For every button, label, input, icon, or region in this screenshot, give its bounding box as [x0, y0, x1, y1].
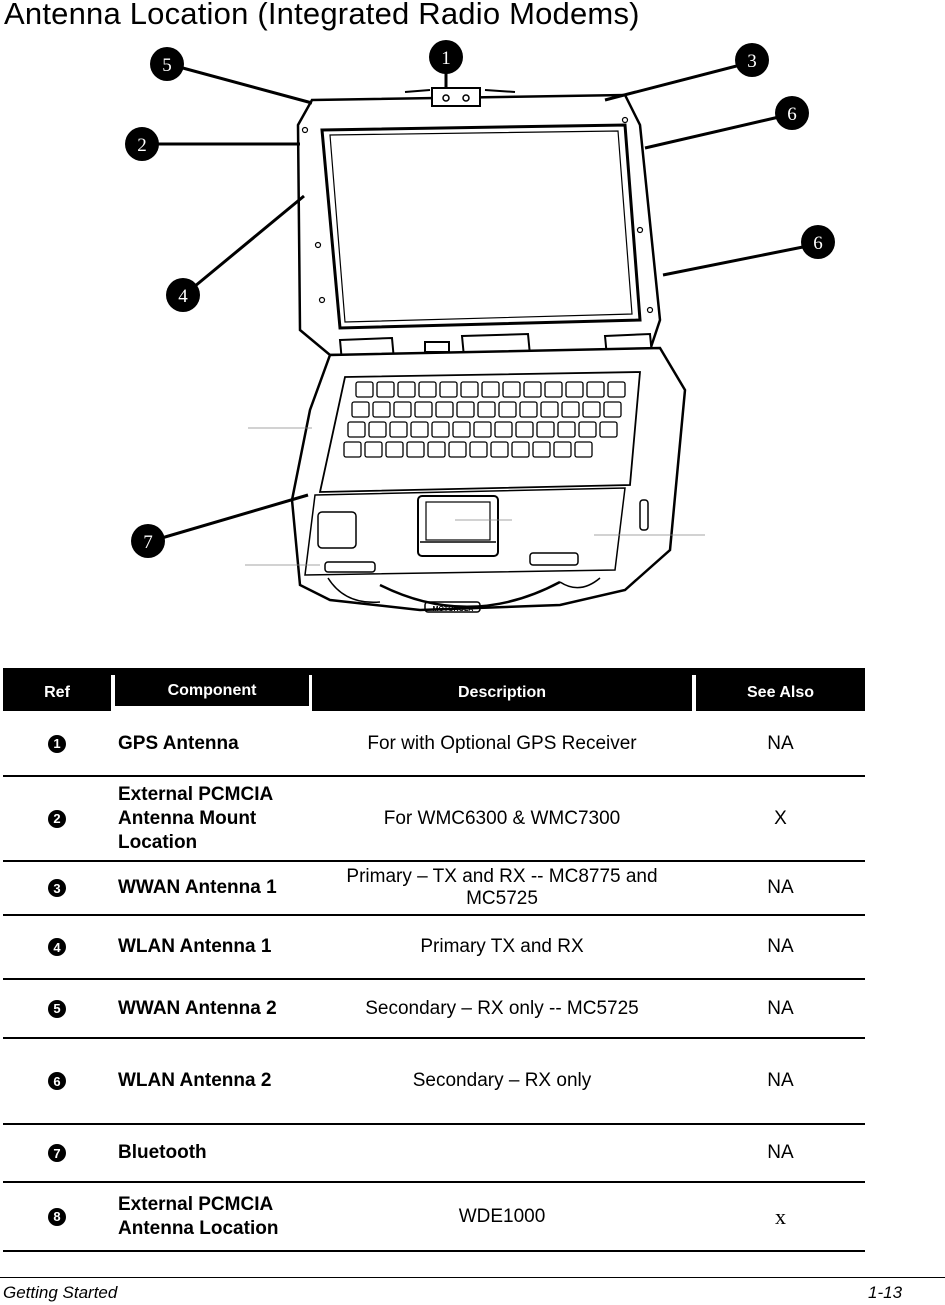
ref-cell	[3, 1125, 111, 1181]
description-cell: Secondary – RX only	[412, 1070, 592, 1091]
callout-2	[125, 127, 159, 161]
keyboard-key	[440, 382, 457, 397]
component-cell: WWAN Antenna 2	[118, 997, 277, 1019]
keyboard-key	[470, 442, 487, 457]
ref-badge: 2	[48, 810, 66, 828]
page-title: Antenna Location (Integrated Radio Modems)	[4, 0, 640, 31]
footer-page-number: 1-13	[868, 1283, 903, 1302]
keyboard-key	[352, 402, 369, 417]
keyboard-key	[554, 442, 571, 457]
brand-label: MOTOROLA	[432, 606, 474, 613]
keyboard-key	[411, 422, 428, 437]
footer-section-title: Getting Started	[3, 1283, 118, 1302]
svg-text:1: 1	[441, 48, 451, 69]
description-cell: For with Optional GPS Receiver	[367, 732, 637, 754]
keyboard-key	[583, 402, 600, 417]
keyboard-key	[428, 442, 445, 457]
keyboard-key	[436, 402, 453, 417]
svg-text:6: 6	[813, 233, 823, 254]
table-row	[3, 916, 865, 980]
keyboard-key	[369, 422, 386, 437]
description-cell: For WMC6300 & WMC7300	[383, 807, 621, 829]
keyboard-key	[348, 422, 365, 437]
callout-1	[429, 40, 463, 74]
component-cell: External PCMCIA Antenna Location	[118, 1193, 279, 1239]
component-cell: Bluetooth	[118, 1142, 207, 1163]
table-row	[3, 862, 865, 916]
table-row	[3, 1039, 865, 1125]
keyboard-key	[449, 442, 466, 457]
keyboard-key	[537, 422, 554, 437]
description-cell	[312, 1125, 692, 1181]
component-cell: WWAN Antenna 1	[118, 877, 277, 898]
table-row	[3, 1125, 865, 1183]
keyboard-key	[474, 422, 491, 437]
header-see-also: See Also	[696, 675, 865, 711]
keyboard-key	[566, 382, 583, 397]
svg-text:7: 7	[143, 532, 153, 553]
keyboard-key	[600, 422, 617, 437]
keyboard-key	[503, 382, 520, 397]
keyboard-key	[415, 402, 432, 417]
keyboard-key	[499, 402, 516, 417]
keyboard-key	[545, 382, 562, 397]
see-also-cell: NA	[767, 1142, 794, 1163]
keyboard-key	[386, 442, 403, 457]
see-also-cell: NA	[767, 877, 794, 898]
ref-cell	[3, 862, 111, 914]
table-body	[3, 712, 865, 1252]
keyboard-key	[491, 442, 508, 457]
keyboard-key	[533, 442, 550, 457]
component-cell: External PCMCIA Antenna Mount Location	[118, 783, 273, 853]
ref-badge: 4	[48, 938, 66, 956]
callout-3	[735, 43, 769, 77]
keyboard-key	[604, 402, 621, 417]
keyboard-key	[377, 382, 394, 397]
laptop-antenna-diagram	[0, 30, 945, 630]
svg-text:3: 3	[747, 51, 757, 72]
ref-badge: 6	[48, 1072, 66, 1090]
ref-badge: 3	[48, 879, 66, 897]
keyboard-key	[398, 382, 415, 397]
keyboard-key	[541, 402, 558, 417]
keyboard-key	[558, 422, 575, 437]
laptop-lid	[298, 88, 660, 355]
component-cell: WLAN Antenna 2	[118, 1070, 272, 1091]
description-cell: Secondary – RX only -- MC5725	[365, 997, 639, 1019]
table-row	[3, 1183, 865, 1252]
keyboard-key	[608, 382, 625, 397]
svg-text:4: 4	[178, 286, 188, 307]
keyboard-key	[587, 382, 604, 397]
see-also-cell: NA	[767, 732, 794, 754]
keyboard-key	[524, 382, 541, 397]
table-row	[3, 980, 865, 1039]
ref-badge: 5	[48, 1000, 66, 1018]
table-row	[3, 712, 865, 777]
ref-cell	[3, 1039, 111, 1123]
header-component: Component	[115, 675, 309, 707]
keyboard-key	[356, 382, 373, 397]
keyboard-key	[365, 442, 382, 457]
ref-cell	[3, 712, 111, 775]
see-also-cell: x	[775, 1203, 786, 1229]
header-description: Description	[312, 675, 692, 711]
ref-cell	[3, 980, 111, 1037]
component-cell: GPS Antenna	[118, 732, 239, 754]
see-also-cell: NA	[767, 997, 794, 1019]
svg-text:2: 2	[137, 135, 147, 156]
component-cell: WLAN Antenna 1	[118, 936, 272, 957]
ref-cell	[3, 777, 111, 860]
keyboard-key	[453, 422, 470, 437]
svg-text:5: 5	[162, 55, 172, 76]
keyboard-key	[516, 422, 533, 437]
table-header	[3, 668, 865, 712]
ref-badge: 8	[48, 1208, 66, 1226]
keyboard-key	[344, 442, 361, 457]
ref-badge: 7	[48, 1144, 66, 1162]
callout-6-top	[775, 96, 809, 130]
callout-6-bottom	[801, 225, 835, 259]
ref-cell	[3, 916, 111, 978]
callout-7	[131, 524, 165, 558]
keyboard-key	[562, 402, 579, 417]
description-cell: Primary TX and RX	[420, 936, 584, 957]
keyboard-key	[495, 422, 512, 437]
keyboard-key	[520, 402, 537, 417]
keyboard-key	[373, 402, 390, 417]
keyboard-key	[461, 382, 478, 397]
keyboard-key	[579, 422, 596, 437]
keyboard-key	[394, 402, 411, 417]
header-ref: Ref	[3, 675, 111, 711]
keyboard-key	[419, 382, 436, 397]
callout-4	[166, 278, 200, 312]
footer-rule	[0, 1277, 945, 1278]
description-cell: Primary – TX and RX -- MC8775 and MC5725	[346, 866, 658, 909]
see-also-cell: NA	[767, 936, 794, 957]
keyboard-key	[482, 382, 499, 397]
keyboard-key	[478, 402, 495, 417]
svg-text:6: 6	[787, 104, 797, 125]
see-also-cell: X	[774, 807, 787, 829]
keyboard-key	[390, 422, 407, 437]
antenna-table	[3, 668, 865, 1252]
keyboard-key	[575, 442, 592, 457]
keyboard-key	[407, 442, 424, 457]
callout-5	[150, 47, 184, 81]
description-cell: WDE1000	[458, 1205, 546, 1227]
table-row	[3, 777, 865, 862]
keyboard-key	[432, 422, 449, 437]
keyboard-key	[457, 402, 474, 417]
ref-badge: 1	[48, 735, 66, 753]
ref-cell	[3, 1183, 111, 1250]
keyboard-key	[512, 442, 529, 457]
see-also-cell: NA	[767, 1070, 794, 1091]
